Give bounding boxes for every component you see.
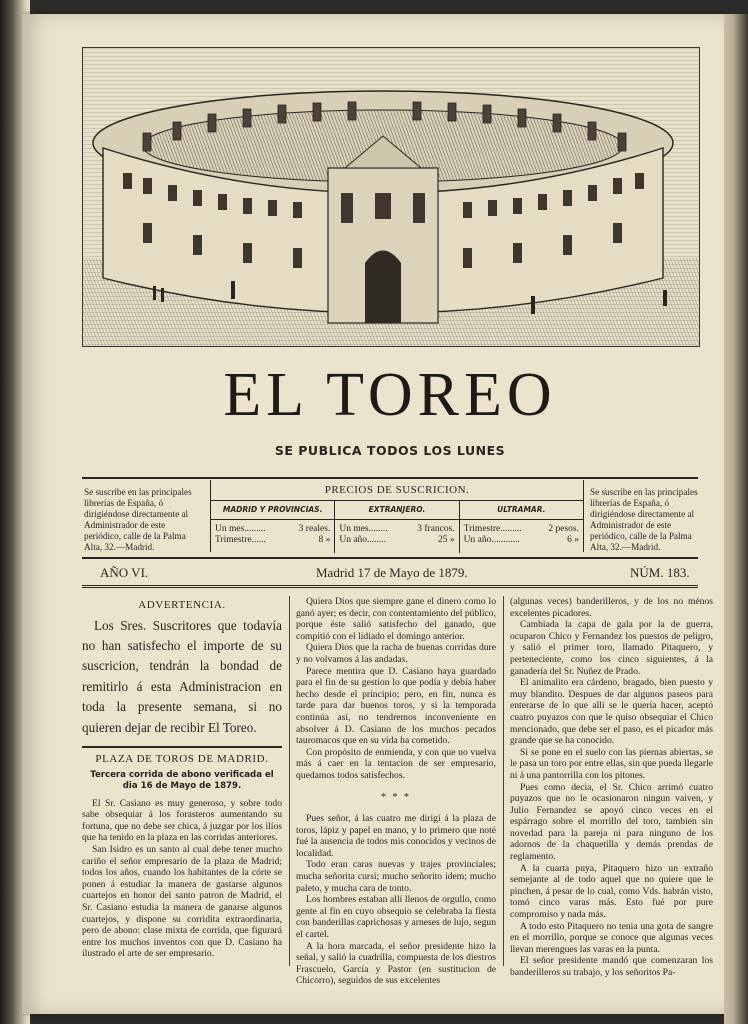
price-table-title: PRECIOS DE SUSCRICION. (211, 480, 583, 501)
price-label: Un año............ (463, 534, 520, 545)
price-column-madrid (211, 501, 335, 553)
paragraph: Pues como decia, el Sr. Chico arrimó cuatro puyazos que no le ocasionaron ningun vaiven, y Julio Fernandez se apoyó cinco veces en el espárrago sobre el morrillo del toro, tambien sin novedad para la pareja ni para ninguno de los adornos de la chaquetilla y demás prendas de reglamento. (510, 781, 713, 863)
paragraph: El Sr. Casiano es muy generoso, y sobre todo sabe obsequiar á los forasteros aumentando su fortuna, que no debe ser chica, á juzgar por los ilíos que ha tenido en la plaza en las corridas anteriores. (82, 797, 282, 844)
price-value: 8 » (318, 534, 331, 545)
notice (82, 616, 282, 738)
paragraph: Si se pone en el suelo con las piernas abiertas, se le pasa un toro por entre ellas, sin que pueda llegarle ni á una pantorrilla con los pitones. (510, 746, 713, 781)
divider (82, 746, 282, 748)
section-title: PLAZA DE TOROS DE MADRID. (95, 753, 269, 766)
price-column-header: MADRID Y PROVINCIAS. (211, 501, 334, 520)
paragraph: (algunas veces) banderilleros, y de los no ménos excelentes picadores. (510, 596, 713, 619)
bullring-engraving (82, 47, 700, 347)
paragraph: Los hombres estaban allí llenos de orgullo, como gente al fin en cuyo obsequio se celebraba la fiesta con banderillas caprichosas y arneses de lujo, segun el cartel. (296, 894, 496, 941)
paragraph: El señor presidente mandó que comenzaran los banderilleros su trabajo, y los señoritos Pa- (510, 955, 713, 978)
column-rule (289, 596, 290, 966)
masthead-title: EL TOREO (223, 361, 557, 429)
paragraph: A la cuarta puya, Pitaquero hizo un extraño semejante al de todo aquel que no quiere que le pinchen, á pesar de lo cual, como Vds. habrán visto, tomó cinco varas más. Esto fué por pure compromiso y nada más. (510, 862, 713, 921)
paragraph: Quiera Dios que la racha de buenas corridas dure y no volvamos á las andadas. (296, 642, 496, 665)
price-value: 25 » (438, 534, 455, 545)
column-2 (296, 596, 496, 991)
paragraph: A todo esto Pitaquero no tenia una gota de sangre en el morrillo, porque se conoce que algunas veces llevan merengues las varas en la punta. (510, 920, 713, 955)
price-column-ultramar (460, 501, 583, 553)
price-column-extranjero (335, 501, 459, 553)
paragraph: Con propósito de enmienda, y con que no vuelva más á caer en la tentacion de ser empresario, quedamos todos satisfechos. (296, 746, 496, 781)
price-label: Un mes........ (339, 524, 388, 534)
paragraph: El animalito era cárdeno, bragado, bien puesto y muy blandito. Despues de dar algunos paseos para enterarse de lo que allí se le quería hacer, aceptó cuatro puyazos con que le quiso obsequiar el Chico mencionado, que debe ser el paso, es el picador más grande que se ha conocido. (510, 677, 713, 747)
paragraph: Parece mentira que D. Casiano haya guardado para el fin de su gestion lo que podía y debía haber hecho desde el principio; pero, en fin, nunca es tarde para dar buenos toros, y si la temporada continúa así, no tendremos inconveniente en absolver á D. Casiano de los muchos pecados tauromacos que en su vida ha cometido. (296, 665, 496, 747)
price-label: Un año........ (339, 534, 387, 545)
column-rule (503, 596, 504, 966)
page-edge (724, 14, 748, 1024)
price-column-header: EXTRANJERO. (335, 501, 458, 520)
price-table (210, 480, 584, 552)
price-label: Trimestre......... (463, 524, 522, 534)
issue-number: NÚM. 183. (630, 565, 690, 580)
asterism: * * * (381, 791, 411, 803)
paragraph: San Isidro es un santo al cual debe tener mucho cariño el señor empresario de la plaza de Madrid; todos los años, cuando los habitantes de la córte se ponen á estudiar la manera de gastarse algunos cuartejos en honor del santo patron de Madrid, el Sr. Casiano estudia la manera de ganarse algunos cuartejos, y dispone su corridita extraordinaria, pero de abono: clase mixta de corrida, que figurará entre los muchos inventos con que D. Casiano ha ilustrado el arte de ser empresario. (82, 844, 282, 960)
paragraph: Quiera Dios que siempre gane el dinero como lo ganó ayer; es decir, con contentamiento del público, porque éste salió satisfecho del ganado, que compitió con el lidiado el domingo anterior. (296, 596, 496, 642)
price-label: Un mes......... (215, 524, 266, 534)
paragraph: Cambiada la capa de gala por la de guerra, ocuparon Chico y Fernandez los puestos de peligro, y salió el primer toro, llamado Pitaquero, y perteneciente, como los cinco siguientes, á la ganadería del Sr. Nuñez de Prado. (510, 619, 713, 677)
notice-text: Los Sres. Suscritores que todavía no han satisfecho el importe de su suscricion, tendrán la bondad de remitirlo á esta Administracion en toda la presente semana, si no quieren dejar de recibir El Toreo. (82, 617, 282, 735)
paragraph: A la hora marcada, el señor presidente hizo la señal, y salió la cuadrilla, compuesta de los diestros Frascuelo, García y Pastor (en sustitucion de Chicorro), seguidos de sus excelentes (296, 940, 496, 987)
price-value: 6 » (567, 534, 579, 545)
price-column-header: ULTRAMAR. (460, 501, 583, 520)
issue-date: Madrid 17 de Mayo de 1879. (316, 565, 468, 580)
article-subtitle: Tercera corrida de abono verificada el dia 16 de Mayo de 1879. (90, 769, 274, 791)
year-label: AÑO VI. (100, 565, 149, 580)
notice-title: ADVERTENCIA. (138, 599, 226, 611)
paragraph: Todo eran caras nuevas y trajes provinciales; mucha señorita cursi; mucho señorito idem; mucho paleto, y mucha cara de tonto. (296, 859, 496, 894)
price-value: 3 francos. (417, 524, 455, 534)
price-value: 2 pesos. (548, 524, 579, 534)
dateline (82, 563, 698, 588)
paragraph: Pues señor, á las cuatro me dirigí á la plaza de toros, lápiz y papel en mano, y lo primero que noté fué la ausencia de todos mis conocidos y vecinos de localidad. (296, 813, 496, 859)
masthead-subtitle: SE PUBLICA TODOS LOS LUNES (274, 443, 506, 458)
subscription-note-left: Se suscribe en las principales librerías de España, ó dirigiéndose directamente al Administrador de este periódico, calle de la Palma Alta, 32.—Madrid. (84, 487, 192, 552)
price-value: 3 reales. (298, 524, 331, 534)
price-label: Trimestre...... (215, 534, 266, 545)
subscription-note-right: Se suscribe en las principales librerías de España, ó dirigiéndose directamente al Administrador de este periódico, calle de la Palma Alta, 32.—Madrid. (590, 487, 698, 552)
column-3 (510, 596, 713, 991)
column-1 (82, 596, 282, 991)
